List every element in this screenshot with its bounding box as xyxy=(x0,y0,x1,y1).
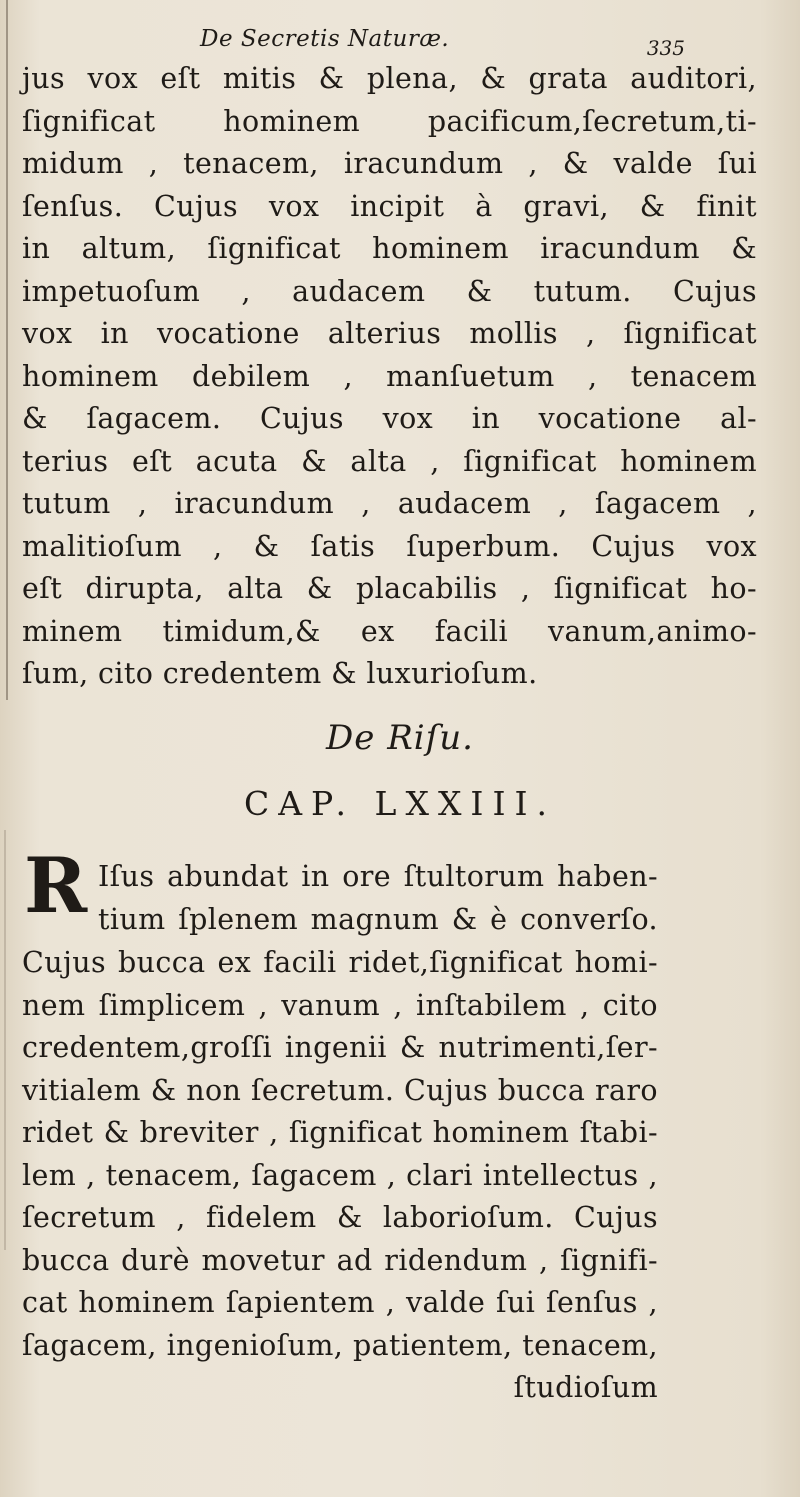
page-number: 335 xyxy=(646,36,685,60)
text-line: nem ſimplicem , vanum , inſtabilem , cito xyxy=(22,988,658,1022)
text-line: impetuoſum , audacem & tutum. Cujus xyxy=(22,274,757,308)
text-line: terius eſt acuta & alta , ſignificat hominem xyxy=(22,444,757,478)
paragraph-risus xyxy=(22,942,658,1410)
text-line: tium ſplenem magnum & è converſo. xyxy=(98,902,658,936)
text-line: credentem,groſſi ingenii & nutrimenti,ſer- xyxy=(22,1031,658,1064)
text-line: ſignificat hominem pacificum,ſecretum,ti- xyxy=(22,104,757,138)
text-line: Cujus bucca ex facili ridet,ſignificat homi- xyxy=(22,946,658,979)
text-line: minem timidum,& ex facili vanum,animo- xyxy=(22,614,757,648)
text-line: bucca durè movetur ad ridendum , ſignifi- xyxy=(22,1243,658,1277)
text-line: vox in vocatione alterius mollis , ſignificat xyxy=(22,317,757,350)
text-line: midum , tenacem, iracundum , & valde ſui xyxy=(22,147,757,180)
section-title: De Riſu. xyxy=(326,718,474,758)
paragraph-risus-opening xyxy=(98,856,658,941)
text-line: ſum, cito credentem & luxurioſum. xyxy=(22,657,538,690)
running-head: De Secretis Naturæ. xyxy=(200,26,450,52)
paragraph-vox xyxy=(22,58,757,696)
text-line: ſagacem, ingenioſum, patientem, tenacem, xyxy=(22,1328,658,1362)
text-line: malitioſum , & ſatis ſuperbum. Cujus vox xyxy=(22,529,757,563)
text-line: ridet & breviter , ſignificat hominem ſtabi- xyxy=(22,1116,658,1149)
text-line: tutum , iracundum , audacem , ſagacem , xyxy=(22,487,757,520)
text-line: cat hominem ſapientem , valde ſui ſenſus , xyxy=(22,1286,658,1319)
chapter-heading: CAP. LXXIII. xyxy=(243,784,557,823)
text-line: in altum, ſignificat hominem iracundum & xyxy=(22,232,757,265)
text-line: Iſus abundat in ore ſtultorum haben- xyxy=(98,860,658,893)
text-line: jus vox eſt mitis & plena, & grata auditori, xyxy=(22,62,757,95)
gutter-shadow xyxy=(6,0,8,700)
text-line: & ſagacem. Cujus vox in vocatione al- xyxy=(22,402,757,435)
text-line: ſecretum , fidelem & laborioſum. Cujus xyxy=(22,1201,658,1234)
gutter-shadow xyxy=(4,830,6,1250)
text-line: vitialem & non ſecretum. Cujus bucca raro xyxy=(22,1073,658,1107)
text-line: eſt dirupta, alta & placabilis , ſignificat ho- xyxy=(22,572,757,605)
text-line: lem , tenacem, ſagacem , clari intellectus , xyxy=(22,1158,658,1192)
catchword: ſtudioſum xyxy=(513,1371,658,1404)
drop-capital: R xyxy=(24,841,88,930)
text-line: ſenſus. Cujus vox incipit à gravi, & finit xyxy=(22,189,757,223)
text-line: hominem debilem , manſuetum , tenacem xyxy=(22,359,757,393)
